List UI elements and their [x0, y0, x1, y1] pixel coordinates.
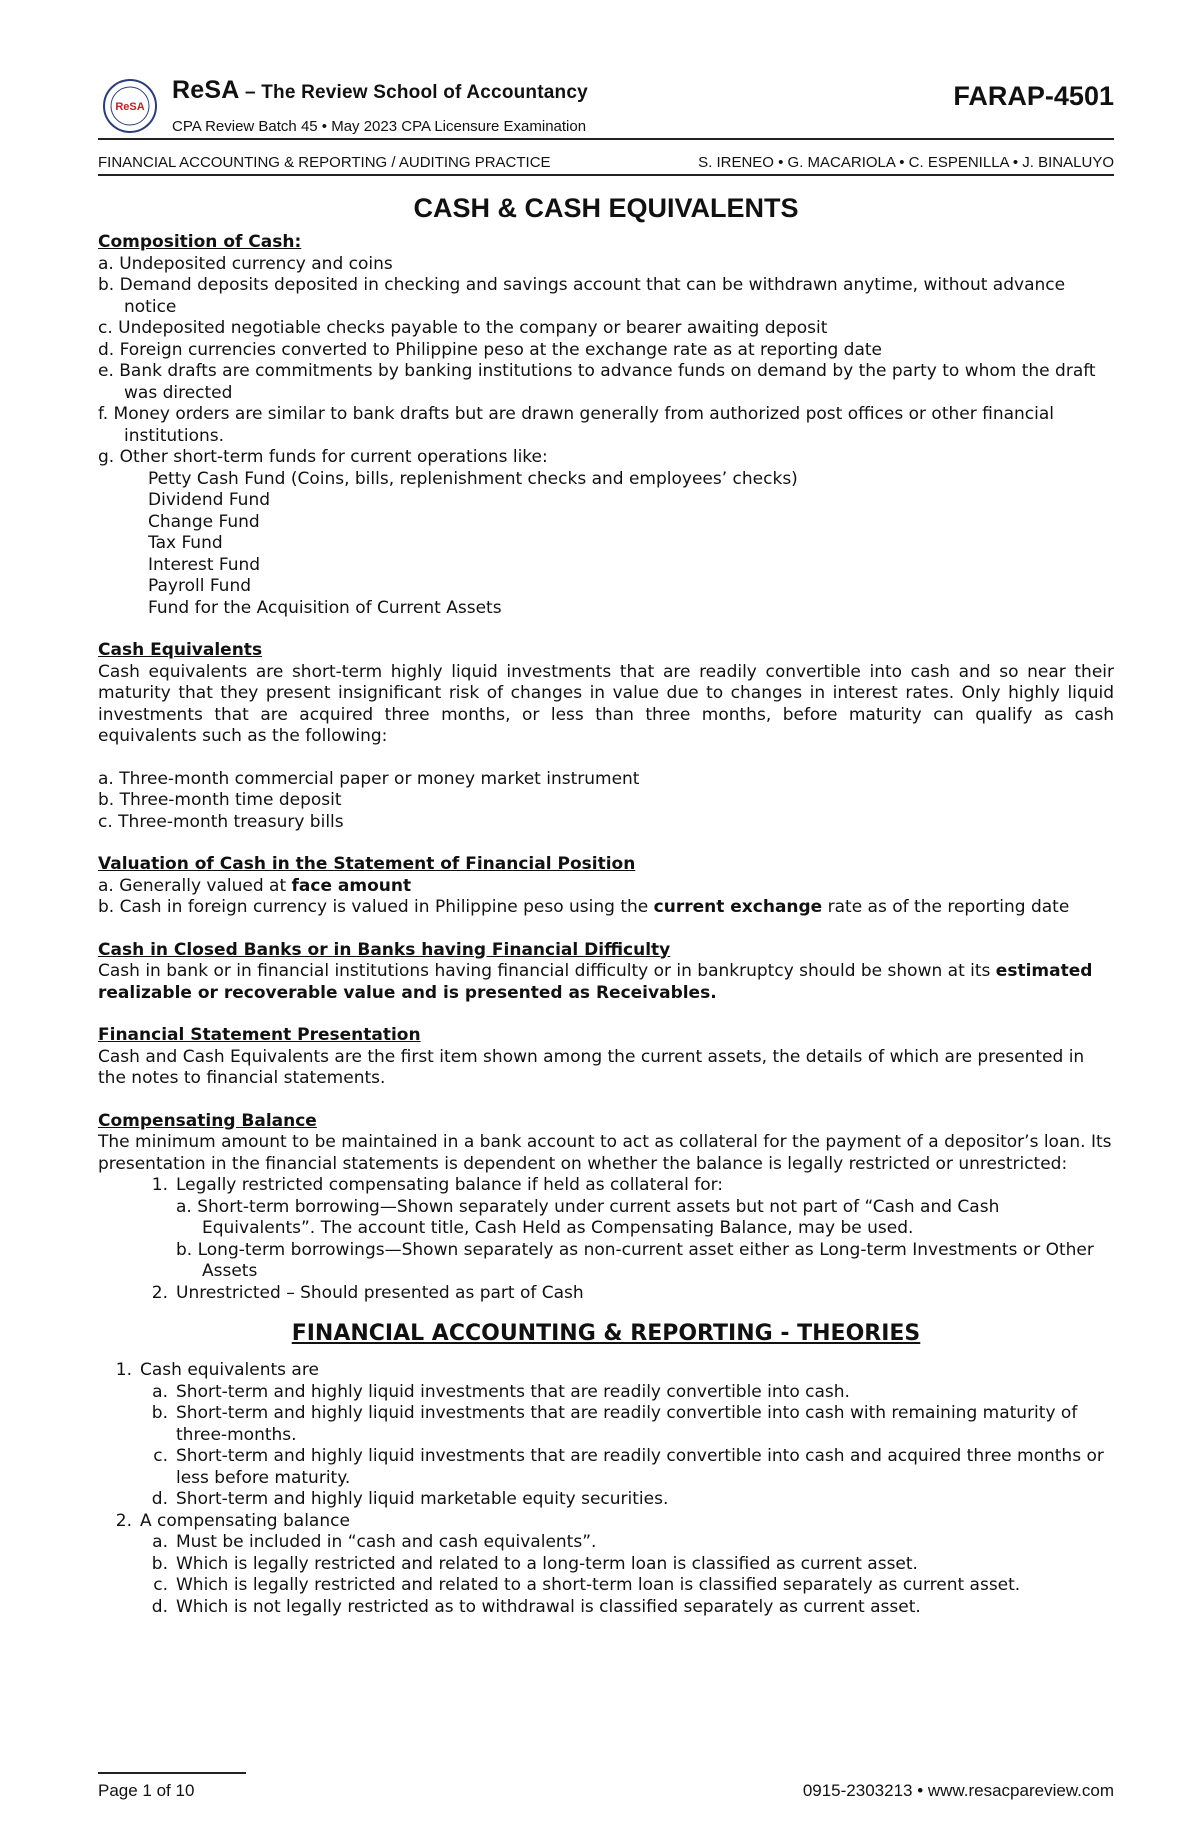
document-header [98, 72, 1114, 150]
theories-heading: FINANCIAL ACCOUNTING & REPORTING - THEORIES [291, 1321, 921, 1346]
list-item: d. Foreign currencies converted to Philippine peso at the exchange rate as at reporting date [98, 339, 882, 360]
valuation-b: b. Cash in foreign currency is valued in Philippine peso using the current exchange rate as of the reporting date [98, 897, 1070, 917]
choice-d: d. Which is not legally restricted as to withdrawal is classified separately as current asset. [151, 1596, 921, 1617]
subject: FINANCIAL ACCOUNTING & REPORTING / AUDITING PRACTICE [98, 154, 551, 171]
fund-item: Petty Cash Fund (Coins, bills, replenishment checks and employees’ checks) [148, 468, 798, 489]
page-title: CASH & CASH EQUIVALENTS [413, 193, 799, 223]
fund-item: Change Fund [148, 511, 260, 532]
presentation-heading: Financial Statement Presentation [98, 1025, 421, 1045]
header-rule [98, 138, 1114, 140]
list-item: b. Demand deposits deposited in checking and savings account that can be withdrawn anytime, without advance notice [98, 275, 1066, 317]
composition-heading: Composition of Cash: [98, 232, 302, 252]
footer-contact: 0915-2303213 • www.resacpareview.com [802, 1781, 1114, 1800]
choice-c: c. Short-term and highly liquid investments that are readily convertible into cash and acquired three months or less before maturity. [153, 1446, 1104, 1488]
question-stem: 1. Cash equivalents are [115, 1360, 319, 1380]
fund-item: Tax Fund [148, 533, 223, 553]
page-number: Page 1 of 10 [98, 1781, 195, 1800]
authors: S. IRENEO • G. MACARIOLA • C. ESPENILLA • J. BINALUYO [698, 154, 1114, 171]
batch-info: CPA Review Batch 45 • May 2023 CPA Licensure Examination [172, 118, 587, 135]
question-stem: 2. A compensating balance [115, 1510, 350, 1531]
document-code: FARAP-4501 [953, 81, 1114, 111]
compensating-heading: Compensating Balance [98, 1110, 317, 1131]
subject-rule [98, 174, 1114, 176]
choice-d: d. Short-term and highly liquid marketable equity securities. [151, 1489, 669, 1509]
composition-list [98, 254, 1114, 620]
list-item: c. Undeposited negotiable checks payable to the company or bearer awaiting deposit [98, 318, 828, 338]
closed-banks-heading: Cash in Closed Banks or in Banks having Financial Difficulty [98, 939, 671, 960]
compensating-item-1b: b. Long-term borrowings—Shown separately as non-current asset either as Long-term Investments or Other Assets [176, 1239, 1094, 1281]
resa-logo [102, 78, 158, 134]
cash-equivalents-body: Cash equivalents are short-term highly liquid investments that are readily convertible into cash and so near their maturity that they present insignificant risk of changes in value due to changes in interest rates. Only highly liquid investments that are acquired three months, or less than three months, before maturity can qualify as cash equivalents such as the following: [98, 661, 1114, 746]
list-item: c. Three-month treasury bills [98, 811, 344, 832]
choice-b: b. Short-term and highly liquid investments that are readily convertible into cash with remaining maturity of three-months. [151, 1403, 1078, 1445]
question-2 [98, 1511, 1114, 1619]
compensating-item-1a: a. Short-term borrowing—Shown separately under current assets but not part of “Cash and Cash Equivalents”. The account title, Cash Held as Compensating Balance, may be used. [176, 1196, 1000, 1238]
list-item: a. Undeposited currency and coins [98, 253, 393, 274]
question-1 [98, 1360, 1114, 1511]
fund-item: Fund for the Acquisition of Current Assets [148, 597, 502, 618]
presentation-body: Cash and Cash Equivalents are the first item shown among the current assets, the details of which are presented in the notes to financial statements. [98, 1046, 1085, 1088]
document-page [98, 72, 1114, 1618]
choice-a: a. Must be included in “cash and cash equivalents”. [152, 1532, 597, 1552]
compensating-item-1: 1. Legally restricted compensating balance if held as collateral for: [151, 1175, 724, 1195]
choice-c: c. Which is legally restricted and related to a short-term loan is classified separately as current asset. [153, 1575, 1021, 1595]
closed-banks-body: Cash in bank or in financial institutions having financial difficulty or in bankruptcy should be shown at its estimated realizable or recoverable value and is presented as Receivables. [98, 961, 1093, 1003]
cash-equivalents-heading: Cash Equivalents [98, 640, 263, 660]
list-item: f. Money orders are similar to bank drafts but are drawn generally from authorized post offices or other financial institutions. [98, 404, 1055, 446]
footer-rule [98, 1772, 246, 1774]
subject-line [98, 150, 1114, 174]
valuation-heading: Valuation of Cash in the Statement of Financial Position [98, 854, 636, 874]
choice-b: b. Which is legally restricted and related to a long-term loan is classified as current asset. [151, 1553, 918, 1574]
list-item: a. Three-month commercial paper or money market instrument [98, 768, 640, 789]
choice-a: a. Short-term and highly liquid investments that are readily convertible into cash. [152, 1381, 850, 1402]
fund-item: Interest Fund [148, 554, 261, 575]
list-item: e. Bank drafts are commitments by banking institutions to advance funds on demand by the party to whom the draft was directed [98, 361, 1096, 403]
fund-item: Payroll Fund [148, 576, 252, 596]
compensating-body: The minimum amount to be maintained in a bank account to act as collateral for the payment of a depositor’s loan. Its presentation in the financial statements is dependent on whether the balance is legally restricted or unrestricted: [98, 1132, 1112, 1174]
compensating-item-2: 2. Unrestricted – Should presented as part of Cash [151, 1282, 584, 1303]
school-name: ReSA – The Review School of Accountancy [172, 76, 588, 104]
list-item: b. Three-month time deposit [98, 790, 342, 810]
valuation-a: a. Generally valued at face amount [98, 875, 412, 896]
svg-text:ReSA: ReSA [115, 101, 145, 113]
list-item: g. Other short-term funds for current operations like: [98, 447, 548, 467]
fund-item: Dividend Fund [148, 490, 271, 510]
